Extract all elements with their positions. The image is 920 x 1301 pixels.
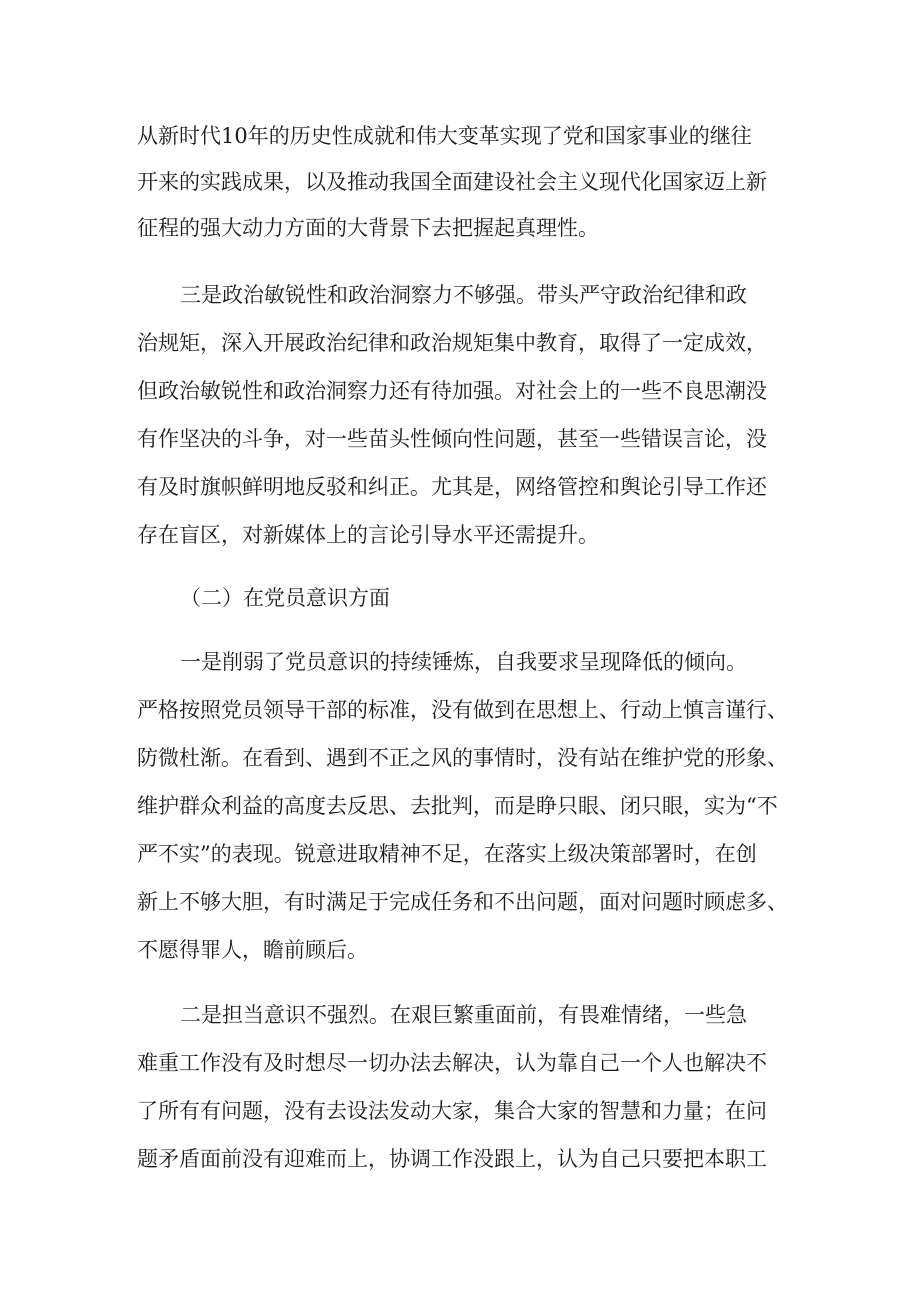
section-heading: （二）在党员意识方面 — [180, 586, 390, 610]
text-line: 新上不够大胆，有时满足于完成任务和不出问题，面对问题时顾虑多、 — [137, 890, 788, 914]
text-line: 题矛盾面前没有迎难而上，协调工作没跟上，认为自己只要把本职工 — [137, 1147, 767, 1171]
text-line: 了所有有问题，没有去设法发动大家，集合大家的智慧和力量；在问 — [137, 1099, 767, 1123]
text-line: 从新时代10年的历史性成就和伟大变革实现了党和国家事业的继往 — [137, 124, 752, 148]
text-line: 但政治敏锐性和政治洞察力还有待加强。对社会上的一些不良思潮没 — [137, 379, 767, 403]
text-line: 维护群众利益的高度去反思、去批判，而是睁只眼、闭只眼，实为“不 — [137, 794, 778, 818]
text-line: 二是担当意识不强烈。在艰巨繁重面前，有畏难情绪，一些急 — [180, 1003, 747, 1027]
text-line: 征程的强大动力方面的大背景下去把握起真理性。 — [137, 216, 599, 240]
text-line: 存在盲区，对新媒体上的言论引导水平还需提升。 — [137, 523, 599, 547]
text-line: 一是削弱了党员意识的持续锤炼，自我要求呈现降低的倾向。 — [180, 650, 747, 674]
text-line: 有及时旗帜鲜明地反驳和纠正。尤其是，网络管控和舆论引导工作还 — [137, 475, 767, 499]
text-line: 治规矩，深入开展政治纪律和政治规矩集中教育，取得了一定成效， — [137, 331, 767, 355]
text-line: 严格按照党员领导干部的标准，没有做到在思想上、行动上慎言谨行、 — [137, 698, 788, 722]
text-line: 开来的实践成果，以及推动我国全面建设社会主义现代化国家迈上新 — [137, 170, 767, 194]
text-line: 严不实”的表现。锐意进取精神不足，在落实上级决策部署时，在创 — [137, 842, 757, 866]
text-line: 防微杜渐。在看到、遇到不正之风的事情时，没有站在维护党的形象、 — [137, 746, 788, 770]
text-line: 有作坚决的斗争，对一些苗头性倾向性问题，甚至一些错误言论，没 — [137, 427, 767, 451]
text-line: 难重工作没有及时想尽一切办法去解决，认为靠自己一个人也解决不 — [137, 1051, 767, 1075]
text-line: 不愿得罪人，瞻前顾后。 — [137, 938, 368, 962]
text-line: 三是政治敏锐性和政治洞察力不够强。带头严守政治纪律和政 — [180, 283, 747, 307]
